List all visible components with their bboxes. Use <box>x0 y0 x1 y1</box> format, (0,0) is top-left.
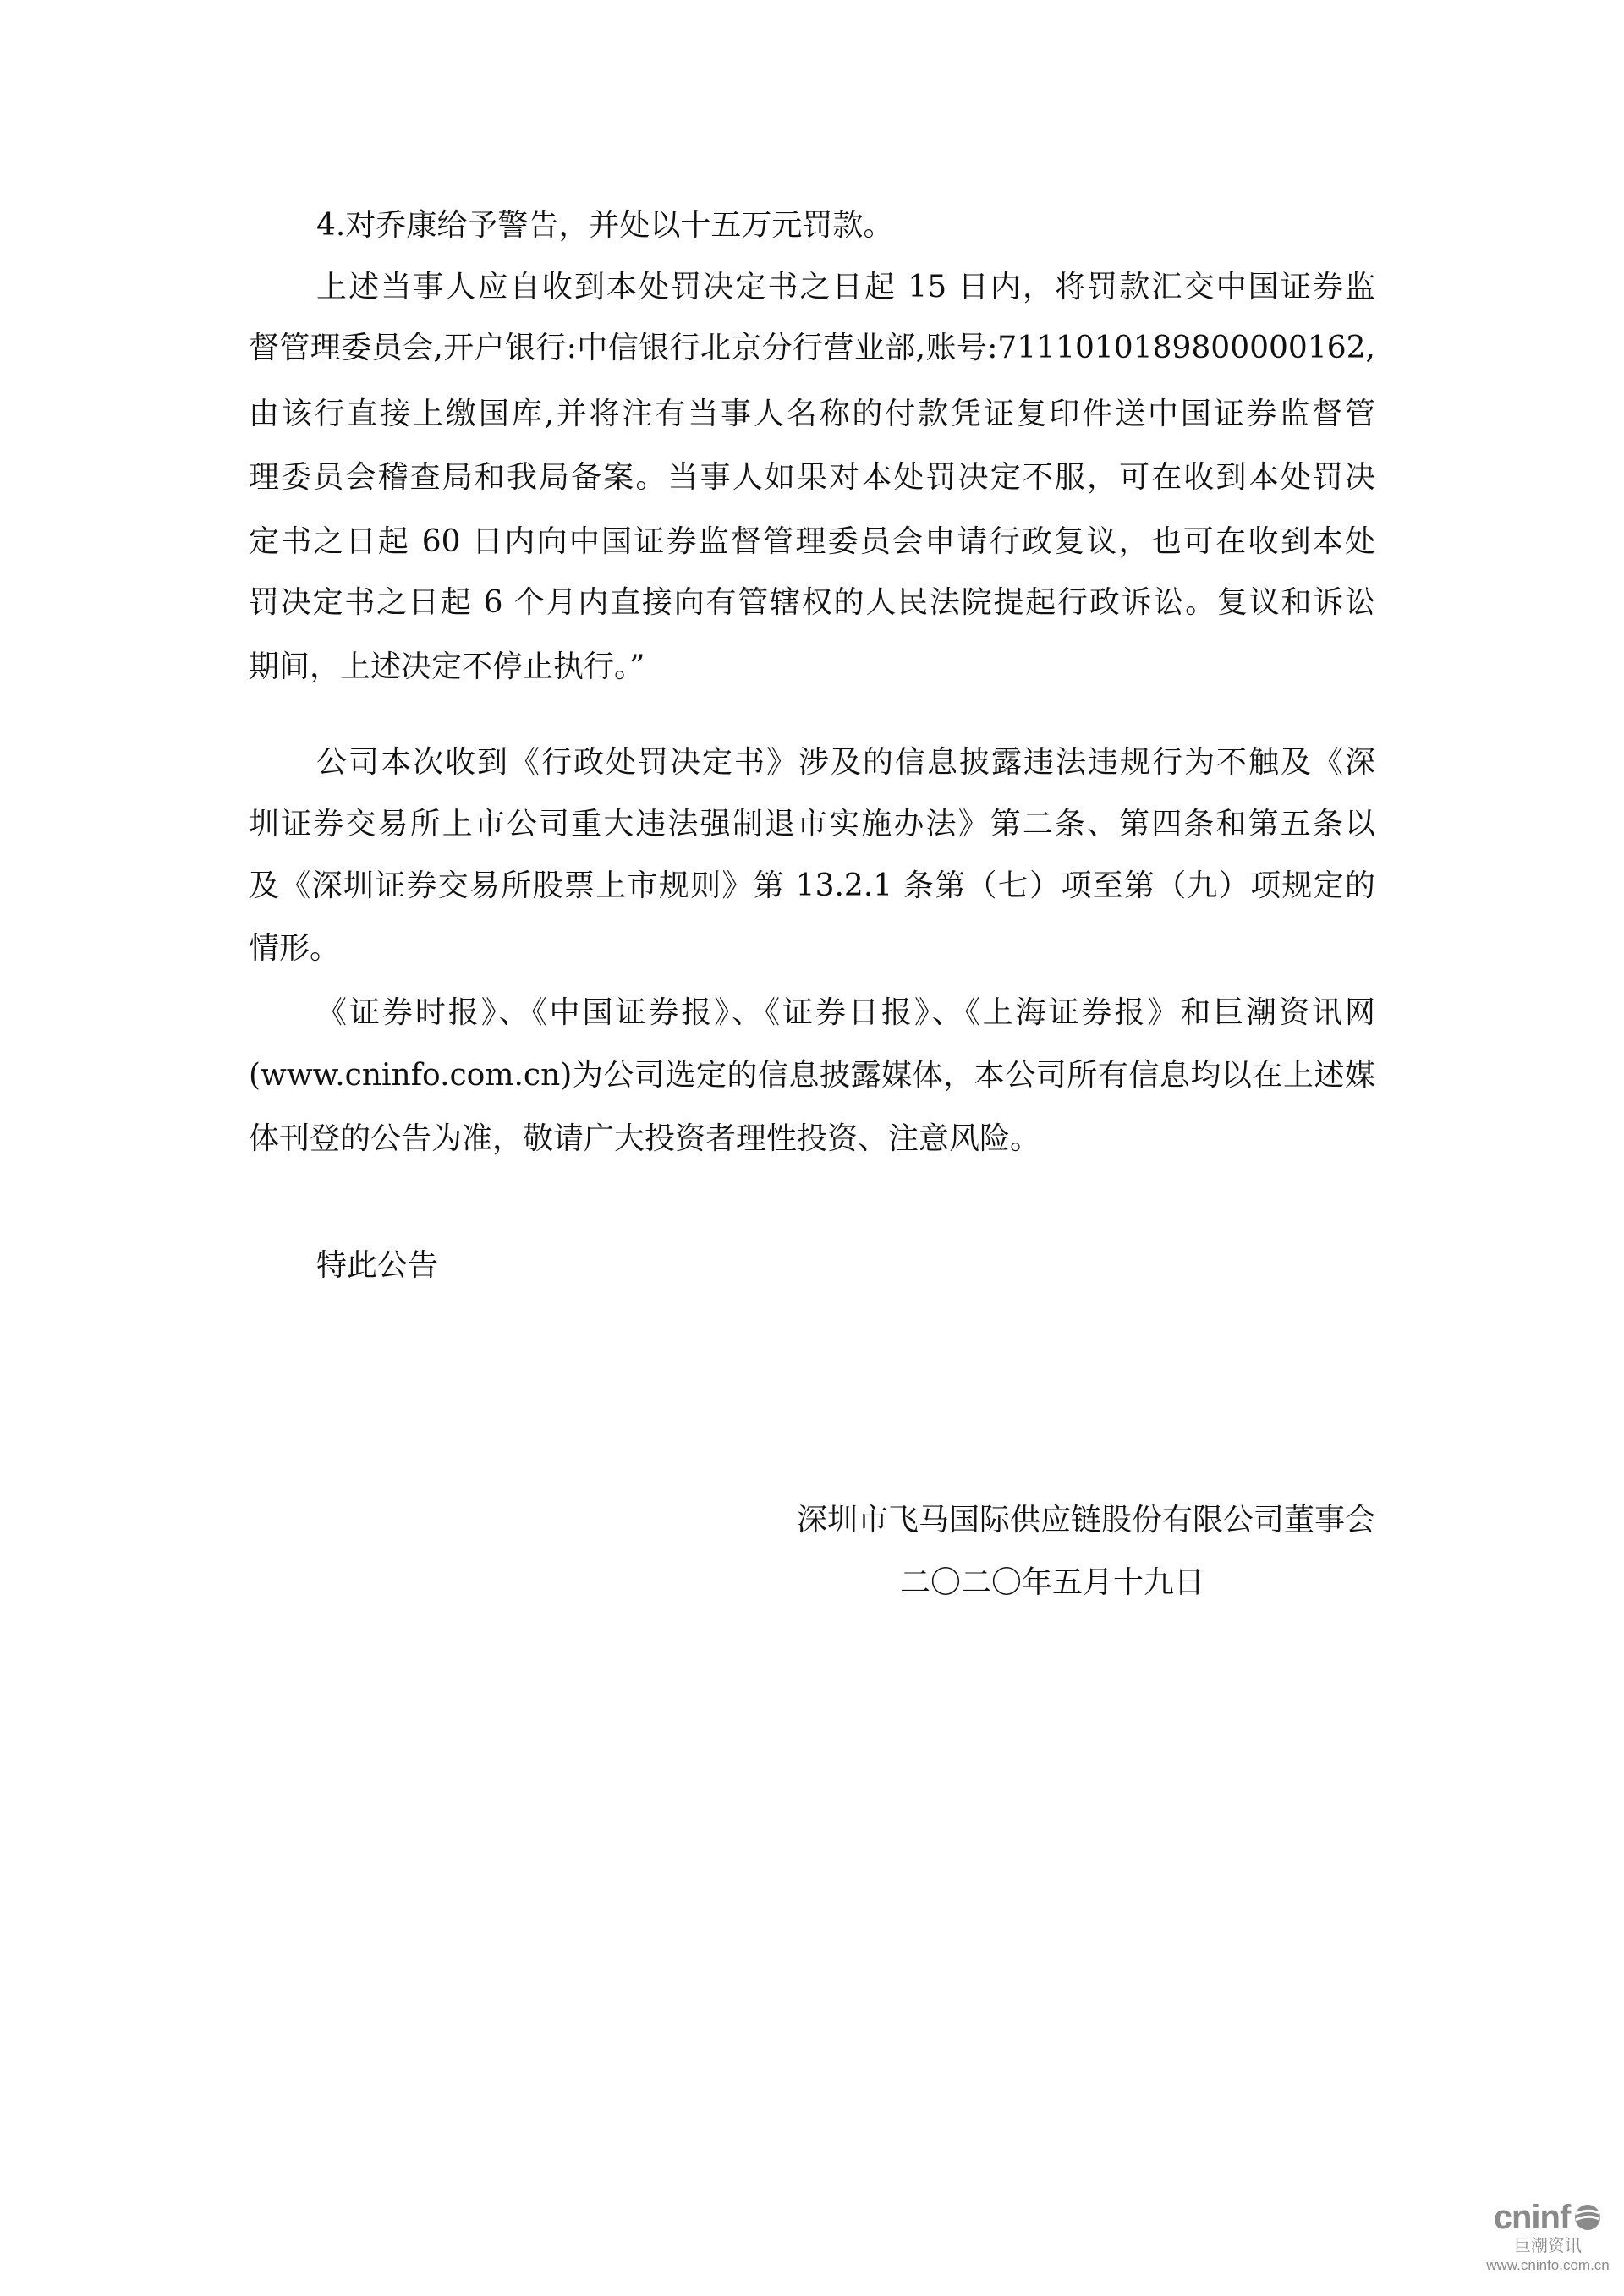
paragraph-line: 上述当事人应自收到本处罚决定书之日起 15 日内，将罚款汇交中国证券监 <box>316 270 1375 304</box>
cninfo-url: www.cninfo.com.cn <box>1486 2257 1610 2273</box>
cninfo-swirl-icon <box>1573 2203 1602 2232</box>
cninfo-name-cn: 巨潮资讯 <box>1514 2237 1582 2255</box>
penalty-item-4: 4.对乔康给予警告，并处以十五万元罚款。 <box>316 208 894 243</box>
cninfo-watermark-logo <box>1472 2199 1624 2275</box>
paragraph-line: (www.cninfo.com.cn)为公司选定的信息披露媒体，本公司所有信息均以在上述媒 <box>249 1058 1375 1093</box>
signature-date: 二〇二〇年五月十九日 <box>900 1565 1205 1600</box>
paragraph-line: 《证券时报》、《中国证券报》、《证券日报》、《上海证券报》和巨潮资讯网 <box>316 995 1375 1030</box>
signature-company: 深圳市飞马国际供应链股份有限公司董事会 <box>796 1503 1375 1537</box>
paragraph-line: 理委员会稽查局和我局备案。当事人如果对本处罚决定不服，可在收到本处罚决 <box>249 460 1375 495</box>
paragraph-line: 罚决定书之日起 6 个月内直接向有管辖权的人民法院提起行政诉讼。复议和诉讼 <box>249 585 1375 620</box>
paragraph-line: 公司本次收到《行政处罚决定书》涉及的信息披露违法违规行为不触及《深 <box>316 745 1375 780</box>
cninfo-brand <box>1472 2199 1624 2236</box>
paragraph-line: 定书之日起 60 日内向中国证券监督管理委员会申请行政复议，也可在收到本处 <box>249 524 1375 559</box>
closing-text: 特此公告 <box>316 1248 439 1283</box>
paragraph-line: 体刊登的公告为准，敬请广大投资者理性投资、注意风险。 <box>249 1121 1041 1156</box>
paragraph-line: 圳证券交易所上市公司重大违法强制退市实施办法》第二条、第四条和第五条以 <box>249 807 1375 841</box>
paragraph-line: 期间，上述决定不停止执行。” <box>249 649 645 684</box>
paragraph-line: 督管理委员会,开户银行:中信银行北京分行营业部,账号:7111010189800000162, <box>249 331 1375 365</box>
brand-text: cninf <box>1493 2199 1571 2236</box>
paragraph-line: 情形。 <box>249 931 341 966</box>
paragraph-line: 及《深圳证券交易所股票上市规则》第 13.2.1 条第（七）项至第（九）项规定的 <box>249 869 1375 903</box>
paragraph-line: 由该行直接上缴国库,并将注有当事人名称的付款凭证复印件送中国证券监督管 <box>249 397 1375 431</box>
